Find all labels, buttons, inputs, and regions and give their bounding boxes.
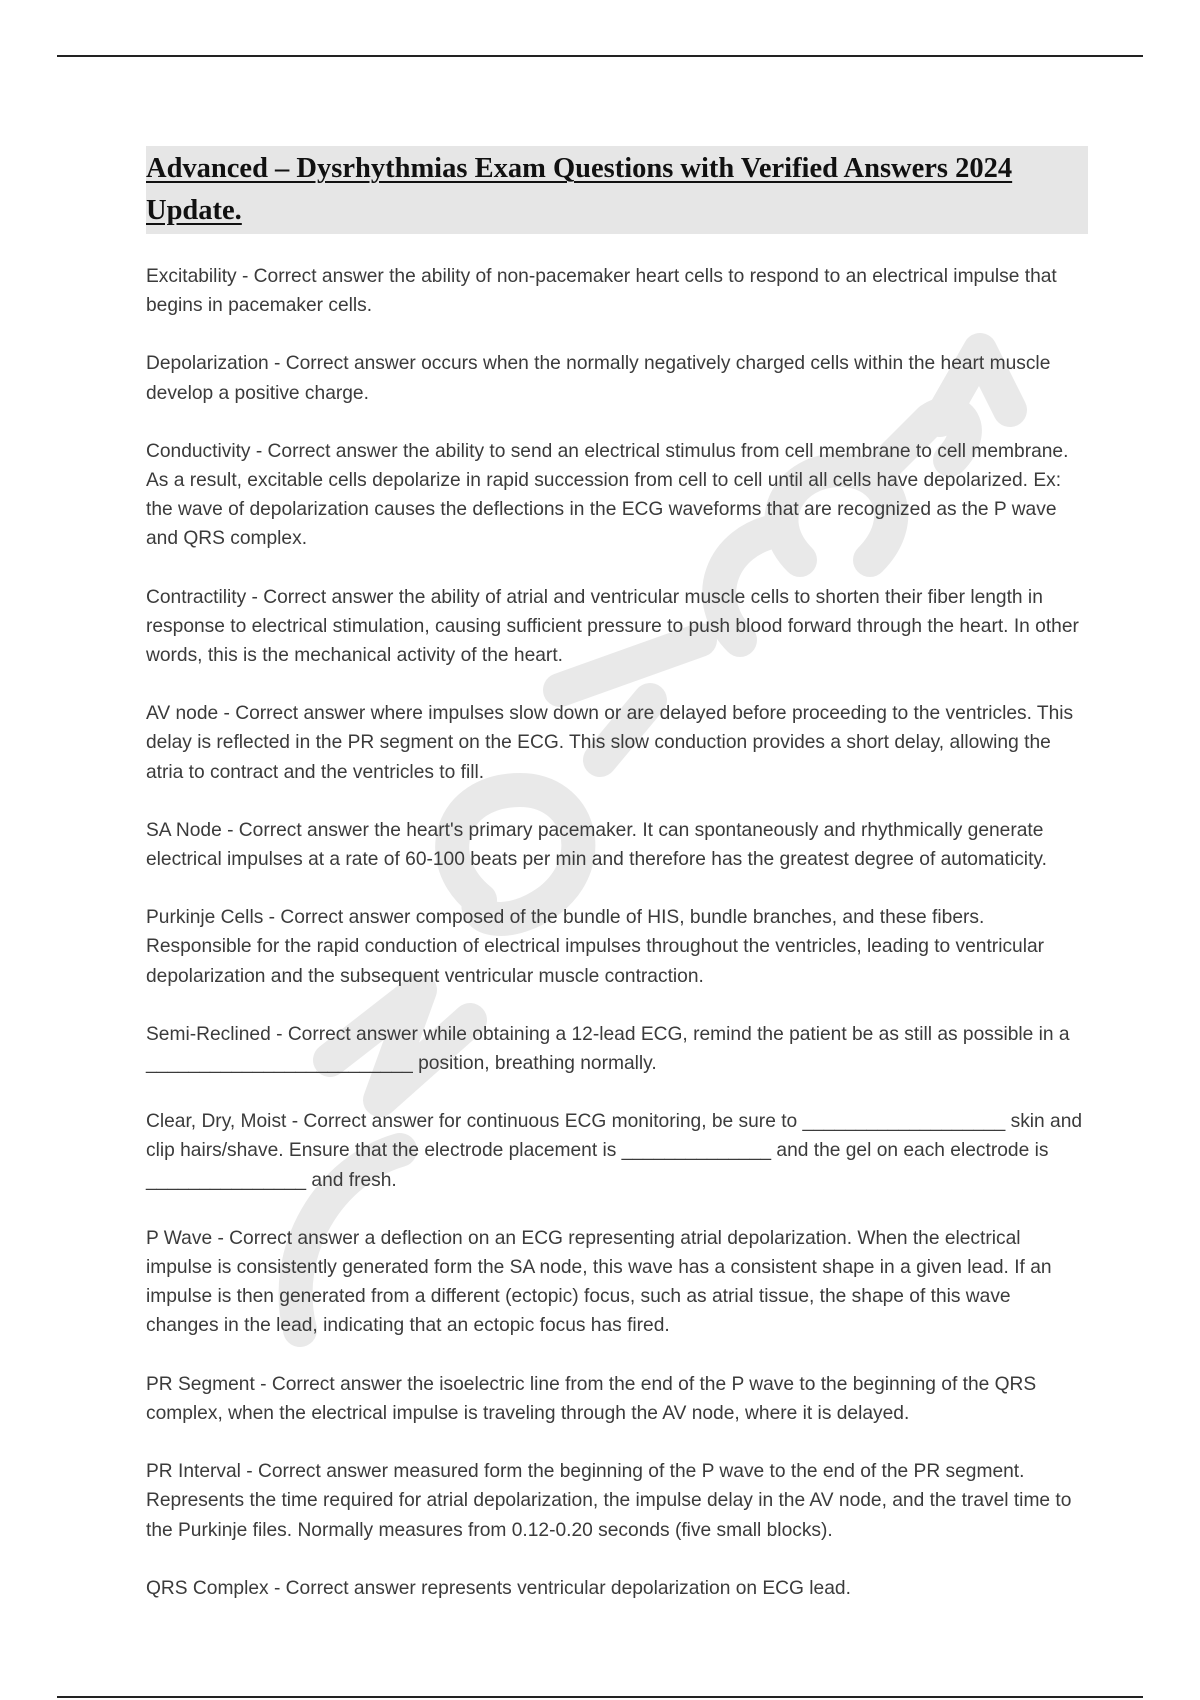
entry-pr-interval: PR Interval - Correct answer measured form the beginning of the P wave to the end of the PR segment. Represents the time required for atrial depolarization, the impulse delay in the AV node, and the travel time to the Purkinje files. Normally measures from 0.12-0.20 seconds (five small blocks). xyxy=(146,1461,1072,1541)
top-rule xyxy=(57,55,1143,57)
document-title: Advanced – Dysrhythmias Exam Questions with Verified Answers 2024 Update. xyxy=(146,153,1013,226)
entry-conductivity: Conductivity - Correct answer the ability to send an electrical stimulus from cell membrane to cell membrane. As a result, excitable cells depolarize in rapid succession from cell to cell until all cells have depolarized. Ex: the wave of depolarization causes the deflections in the ECG waveforms that are recognized as the P wave and QRS complex. xyxy=(146,440,1069,550)
entry-purkinje-cells: Purkinje Cells - Correct answer composed of the bundle of HIS, bundle branches, and these fibers. Responsible for the rapid conduction of electrical impulses throughout the ventricles, leading to ventricular depolarization and the subsequent ventricular muscle contraction. xyxy=(146,907,1045,987)
entry-semi-reclined: Semi-Reclined - Correct answer while obtaining a 12-lead ECG, remind the patient be as still as possible in a _________________________ position, breathing normally. xyxy=(146,1023,1070,1075)
entry-av-node: AV node - Correct answer where impulses slow down or are delayed before proceeding to the ventricles. This delay is reflected in the PR segment on the ECG. This slow conduction provides a short delay, allowing the atria to contract and the ventricles to fill. xyxy=(146,703,1074,783)
entry-p-wave: P Wave - Correct answer a deflection on an ECG representing atrial depolarization. When the electrical impulse is consistently generated form the SA node, this wave has a consistent shape in a given lead. If an impulse is then generated from a different (ectopic) focus, such as atrial tissue, the shape of this wave changes in the lead, indicating that an ectopic focus has fired. xyxy=(146,1227,1052,1337)
entry-contractility: Contractility - Correct answer the ability of atrial and ventricular muscle cells to shorten their fiber length in response to electrical stimulation, causing sufficient pressure to push blood forward through the heart. In other words, this is the mechanical activity of the heart. xyxy=(146,586,1079,667)
entry-depolarization: Depolarization - Correct answer occurs when the normally negatively charged cells within the heart muscle develop a positive charge. xyxy=(146,353,1051,404)
bottom-rule xyxy=(57,1696,1143,1698)
entry-qrs-complex: QRS Complex - Correct answer represents ventricular depolarization on ECG lead. xyxy=(146,1577,851,1599)
entry-excitability: Excitability - Correct answer the ability of non-pacemaker heart cells to respond to an electrical impulse that begins in pacemaker cells. xyxy=(146,266,1057,317)
entry-sa-node: SA Node - Correct answer the heart's primary pacemaker. It can spontaneously and rhythmically generate electrical impulses at a rate of 60-100 beats per min and therefore has the greatest degree of automaticity. xyxy=(146,819,1047,871)
document-body xyxy=(146,146,1088,1632)
entry-clear-dry-moist: Clear, Dry, Moist - Correct answer for continuous ECG monitoring, be sure to ___________________ skin and clip hairs/shave. Ensure that the electrode placement is ______________ and the gel on each electrode is _______________ and fresh. xyxy=(146,1111,1083,1191)
entry-pr-segment: PR Segment - Correct answer the isoelectric line from the end of the P wave to the beginning of the QRS complex, when the electrical impulse is traveling through the AV node, where it is delayed. xyxy=(146,1373,1037,1424)
title-banner xyxy=(146,146,1088,234)
